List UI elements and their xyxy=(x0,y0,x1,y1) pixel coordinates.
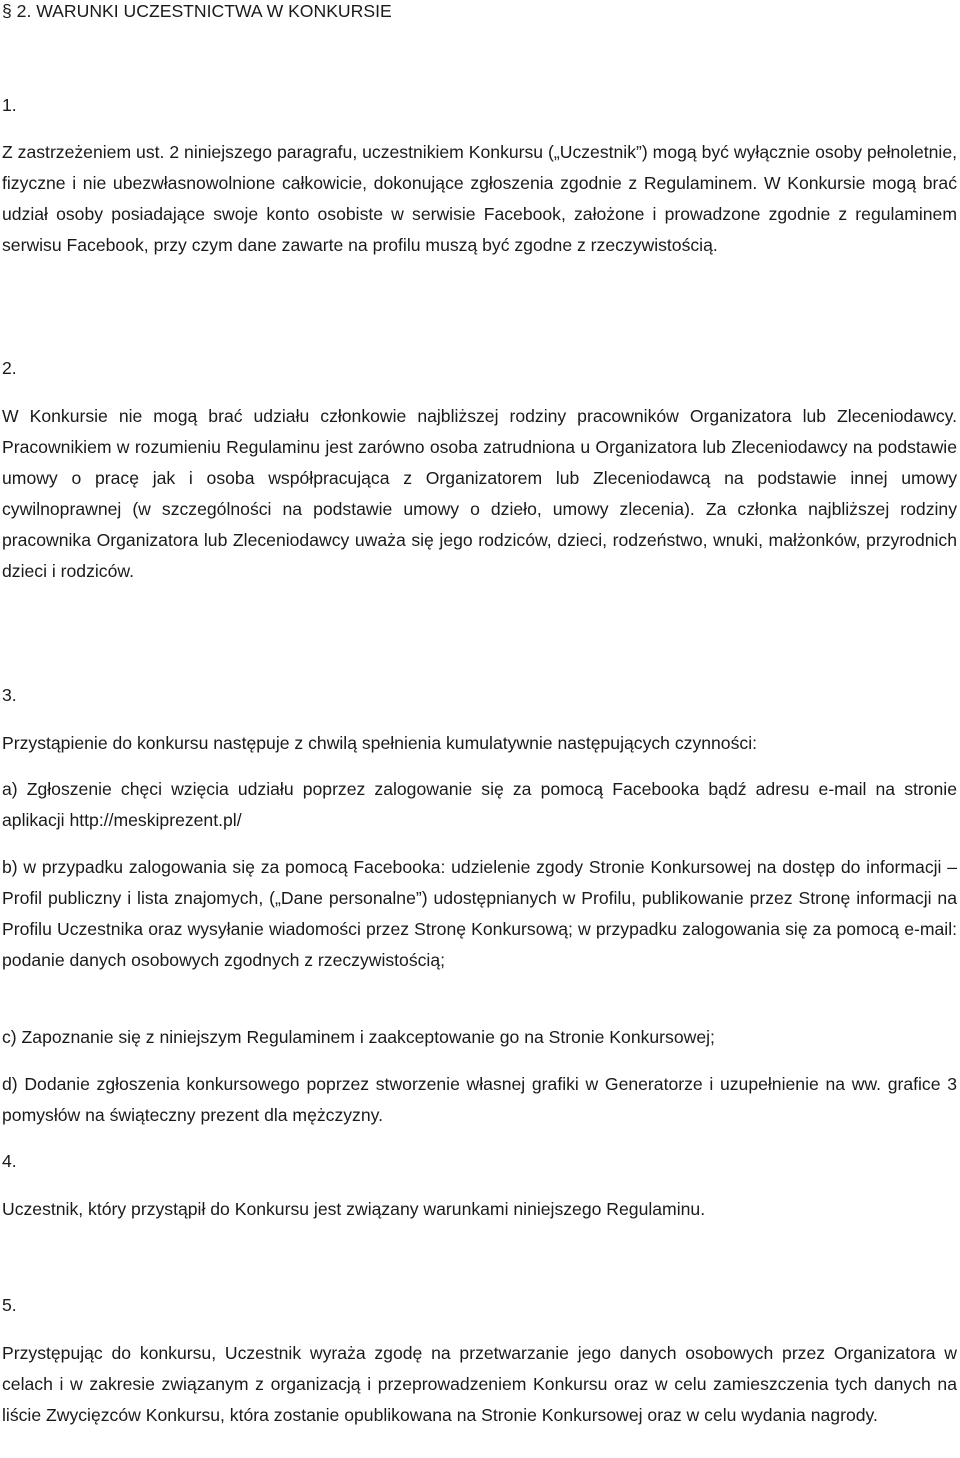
item-number-3: 3. xyxy=(2,685,17,705)
section-heading: § 2. WARUNKI UCZESTNICTWA W KONKURSIE xyxy=(2,1,392,21)
paragraph-3-intro: Przystąpienie do konkursu następuje z chwilą spełnienia kumulatywnie następujących czynności: xyxy=(2,733,757,753)
item-number-5: 5. xyxy=(2,1295,17,1315)
condition-c: c) Zapoznanie się z niniejszym Regulaminem i zaakceptowanie go na Stronie Konkursowej; xyxy=(2,1027,715,1047)
item-number-1: 1. xyxy=(2,95,17,115)
condition-a: a) Zgłoszenie chęci wzięcia udziału poprzez zalogowanie się za pomocą Facebooka bądź adresu e-mail na stronie aplikacji http://meskiprezent.pl/ xyxy=(2,779,957,830)
paragraph-1: Z zastrzeżeniem ust. 2 niniejszego paragrafu, uczestnikiem Konkursu („Uczestnik”) mogą być wyłącznie osoby pełnoletnie, fizyczne i nie ubezwłasnowolnione całkowicie, dokonujące zgłoszenia zgodnie z Regulaminem. W Konkursie mogą brać udział osoby posiadające swoje konto osobiste w serwisie Facebook, założone i prowadzone zgodnie z regulaminem serwisu Facebook, przy czym dane zawarte na profilu muszą być zgodne z rzeczywistością. xyxy=(2,142,957,255)
condition-d: d) Dodanie zgłoszenia konkursowego poprzez stworzenie własnej grafiki w Generatorze i uzupełnienie na ww. grafice 3 pomysłów na świąteczny prezent dla mężczyzny. xyxy=(2,1074,957,1125)
item-number-4: 4. xyxy=(2,1151,17,1171)
paragraph-5: Przystępując do konkursu, Uczestnik wyraża zgodę na przetwarzanie jego danych osobowych przez Organizatora w celach i w zakresie związanym z organizacją i przeprowadzeniem Konkursu oraz w celu zamieszczenia tych danych na liście Zwycięzców Konkursu, która zostanie opublikowana na Stronie Konkursowej oraz w celu wydania nagrody. xyxy=(2,1343,957,1425)
paragraph-4: Uczestnik, który przystąpił do Konkursu jest związany warunkami niniejszego Regulaminu. xyxy=(2,1199,706,1219)
paragraph-2: W Konkursie nie mogą brać udziału członkowie najbliższej rodziny pracowników Organizatora lub Zleceniodawcy. Pracownikiem w rozumieniu Regulaminu jest zarówno osoba zatrudniona u Organizatora lub Zleceniodawcy na podstawie umowy o pracę jak i osoba współpracująca z Organizatorem lub Zleceniodawcą na podstawie innej umowy cywilnoprawnej (w szczególności na podstawie umowy o dzieło, umowy zlecenia). Za członka najbliższej rodziny pracownika Organizatora lub Zleceniodawcy uważa się jego rodziców, dzieci, rodzeństwo, wnuki, małżonków, przyrodnich dzieci i rodziców. xyxy=(2,406,957,581)
item-number-2: 2. xyxy=(2,358,17,378)
condition-b: b) w przypadku zalogowania się za pomocą Facebooka: udzielenie zgody Stronie Konkursowej na dostęp do informacji – Profil publiczny i lista znajomych, („Dane personalne”) udostępnianych w Profilu, publikowanie przez Stronę informacji na Profilu Uczestnika oraz wysyłanie wiadomości przez Stronę Konkursową; w przypadku zalogowania się za pomocą e-mail: podanie danych osobowych zgodnych z rzeczywistością; xyxy=(2,857,957,970)
